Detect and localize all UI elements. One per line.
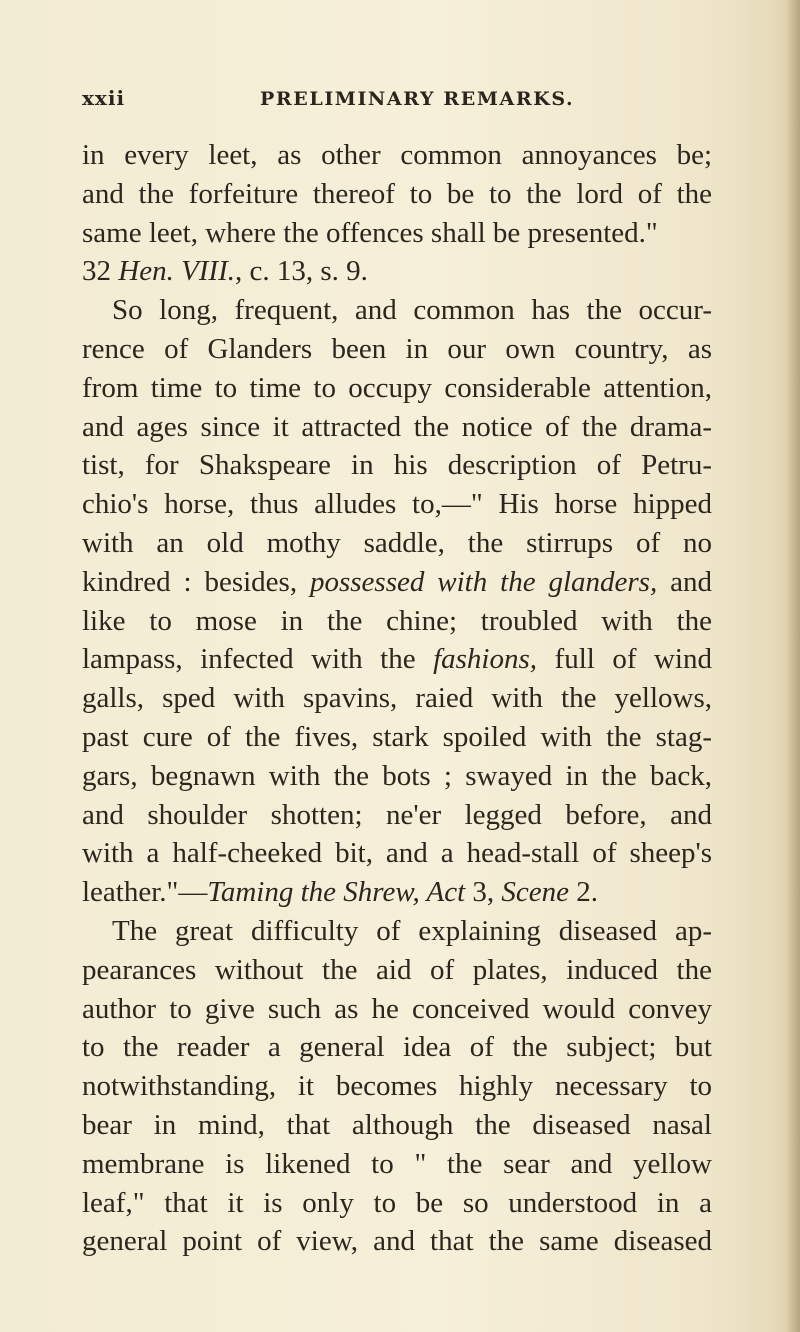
text-line: in every leet, as other common annoyances be; bbox=[82, 139, 712, 171]
body-text bbox=[82, 136, 712, 1261]
text-line: membrane is likened to " the sear and yellow bbox=[82, 1147, 712, 1180]
text-line: pearances without the aid of plates, induced the bbox=[82, 953, 712, 986]
text-line: and ages since it attracted the notice of the drama- bbox=[82, 410, 712, 443]
page-edge-shadow bbox=[786, 0, 800, 1332]
page-number: xxii bbox=[82, 86, 126, 110]
text-line: from time to time to occupy considerable attention, bbox=[82, 371, 712, 404]
text-line: and the forfeiture thereof to be to the lord of the bbox=[82, 177, 712, 210]
text-line: leather."—Taming the Shrew, Act 3, Scene 2. bbox=[82, 876, 599, 909]
text-line: tist, for Shakspeare in his description of Petru- bbox=[82, 449, 712, 482]
text-line: past cure of the fives, stark spoiled with the stag- bbox=[82, 720, 712, 753]
text-line: bear in mind, that although the diseased nasal bbox=[82, 1108, 712, 1141]
text-line: author to give such as he conceived would convey bbox=[82, 992, 712, 1025]
text-line: rence of Glanders been in our own country, as bbox=[82, 332, 712, 365]
text-line: to the reader a general idea of the subject; but bbox=[82, 1031, 712, 1064]
text-line: 32 Hen. VIII., c. 13, s. 9. bbox=[82, 255, 368, 288]
text-line: chio's horse, thus alludes to,—" His horse hipped bbox=[82, 488, 712, 521]
text-line: kindred : besides, possessed with the glanders, and bbox=[82, 565, 712, 598]
running-head: PRELIMINARY REMARKS. bbox=[260, 88, 575, 110]
page-header bbox=[82, 86, 712, 116]
text-line: leaf," that it is only to be so understood in a bbox=[82, 1186, 712, 1219]
text-line: notwithstanding, it becomes highly necessary to bbox=[82, 1070, 712, 1103]
text-line: same leet, where the offences shall be presented." bbox=[82, 216, 658, 249]
text-line: like to mose in the chine; troubled with the bbox=[82, 604, 712, 637]
text-line: general point of view, and that the same diseased bbox=[82, 1225, 712, 1258]
text-line: gars, begnawn with the bots ; swayed in the back, bbox=[82, 759, 712, 792]
text-line: with a half-cheeked bit, and a head-stall of sheep's bbox=[82, 837, 712, 870]
text-line: The great difficulty of explaining diseased ap- bbox=[112, 914, 712, 947]
text-line: with an old mothy saddle, the stirrups of no bbox=[82, 526, 712, 559]
text-line: galls, sped with spavins, raied with the yellows, bbox=[82, 682, 712, 715]
text-line: and shoulder shotten; ne'er legged before, and bbox=[82, 798, 712, 831]
text-line: So long, frequent, and common has the occur- bbox=[112, 294, 712, 327]
text-line: lampass, infected with the fashions, full of wind bbox=[82, 643, 712, 676]
